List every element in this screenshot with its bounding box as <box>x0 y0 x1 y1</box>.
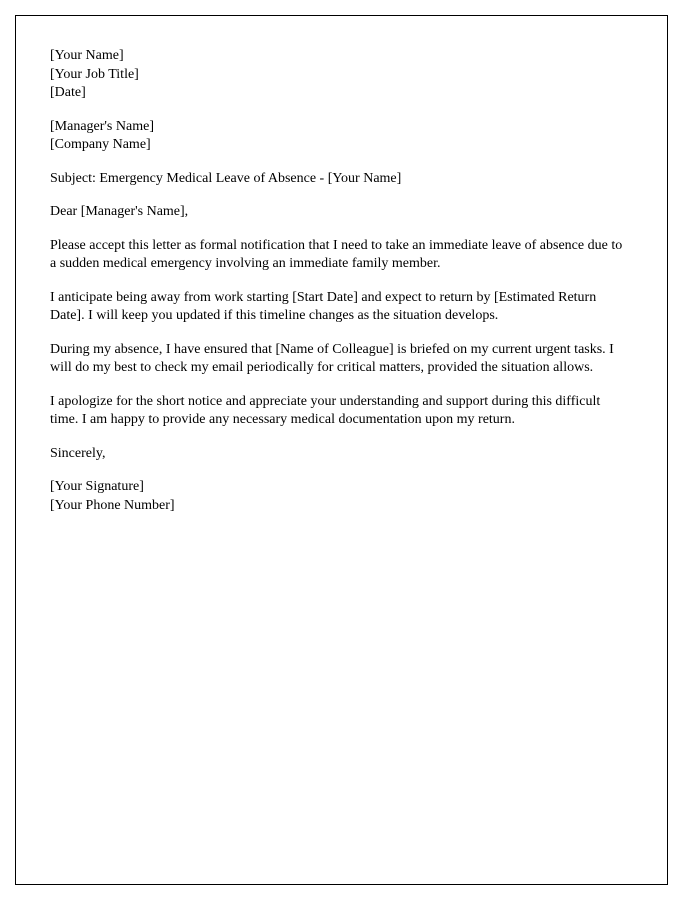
salutation <box>50 203 631 222</box>
recipient-manager-name: [Manager's Name] <box>50 118 154 134</box>
sender-name: [Your Name] <box>50 48 124 63</box>
paragraph-notification <box>50 237 631 274</box>
paragraph-apology <box>50 393 631 430</box>
subject-line <box>50 170 631 189</box>
paragraph-text: During my absence, I have ensured that [Name of Colleague] is briefed on my current urgent tasks. I will do my best to check my email periodically for critical matters, provided the situation allows. <box>50 341 618 375</box>
paragraph-text: I anticipate being away from work starting [Start Date] and expect to return by [Estimated Return Date]. I will keep you updated if this timeline changes as the situation develops. <box>50 289 600 323</box>
paragraph-timeline <box>50 289 631 326</box>
paragraph-coverage <box>50 341 631 378</box>
salutation-text: Dear [Manager's Name], <box>50 204 189 219</box>
closing <box>50 445 631 464</box>
signature-phone: [Your Phone Number] <box>50 497 175 513</box>
letter-date: [Date] <box>50 85 86 100</box>
recipient-block <box>50 118 631 155</box>
paragraph-text: Please accept this letter as formal notification that I need to take an immediate leave of absence due to a sudden medical emergency involving an immediate family member. <box>50 237 626 271</box>
letter-page <box>15 15 668 885</box>
letter-body <box>16 16 667 515</box>
signature-name: [Your Signature] <box>50 479 144 494</box>
subject-text: Subject: Emergency Medical Leave of Absence - [Your Name] <box>50 170 402 186</box>
signature-block <box>50 478 631 515</box>
sender-job-title: [Your Job Title] <box>50 66 139 82</box>
paragraph-text: I apologize for the short notice and appreciate your understanding and support during this difficult time. I am happy to provide any necessary medical documentation upon my return. <box>50 393 604 427</box>
recipient-company-name: [Company Name] <box>50 137 151 152</box>
closing-text: Sincerely, <box>50 445 106 461</box>
sender-block <box>50 47 631 103</box>
